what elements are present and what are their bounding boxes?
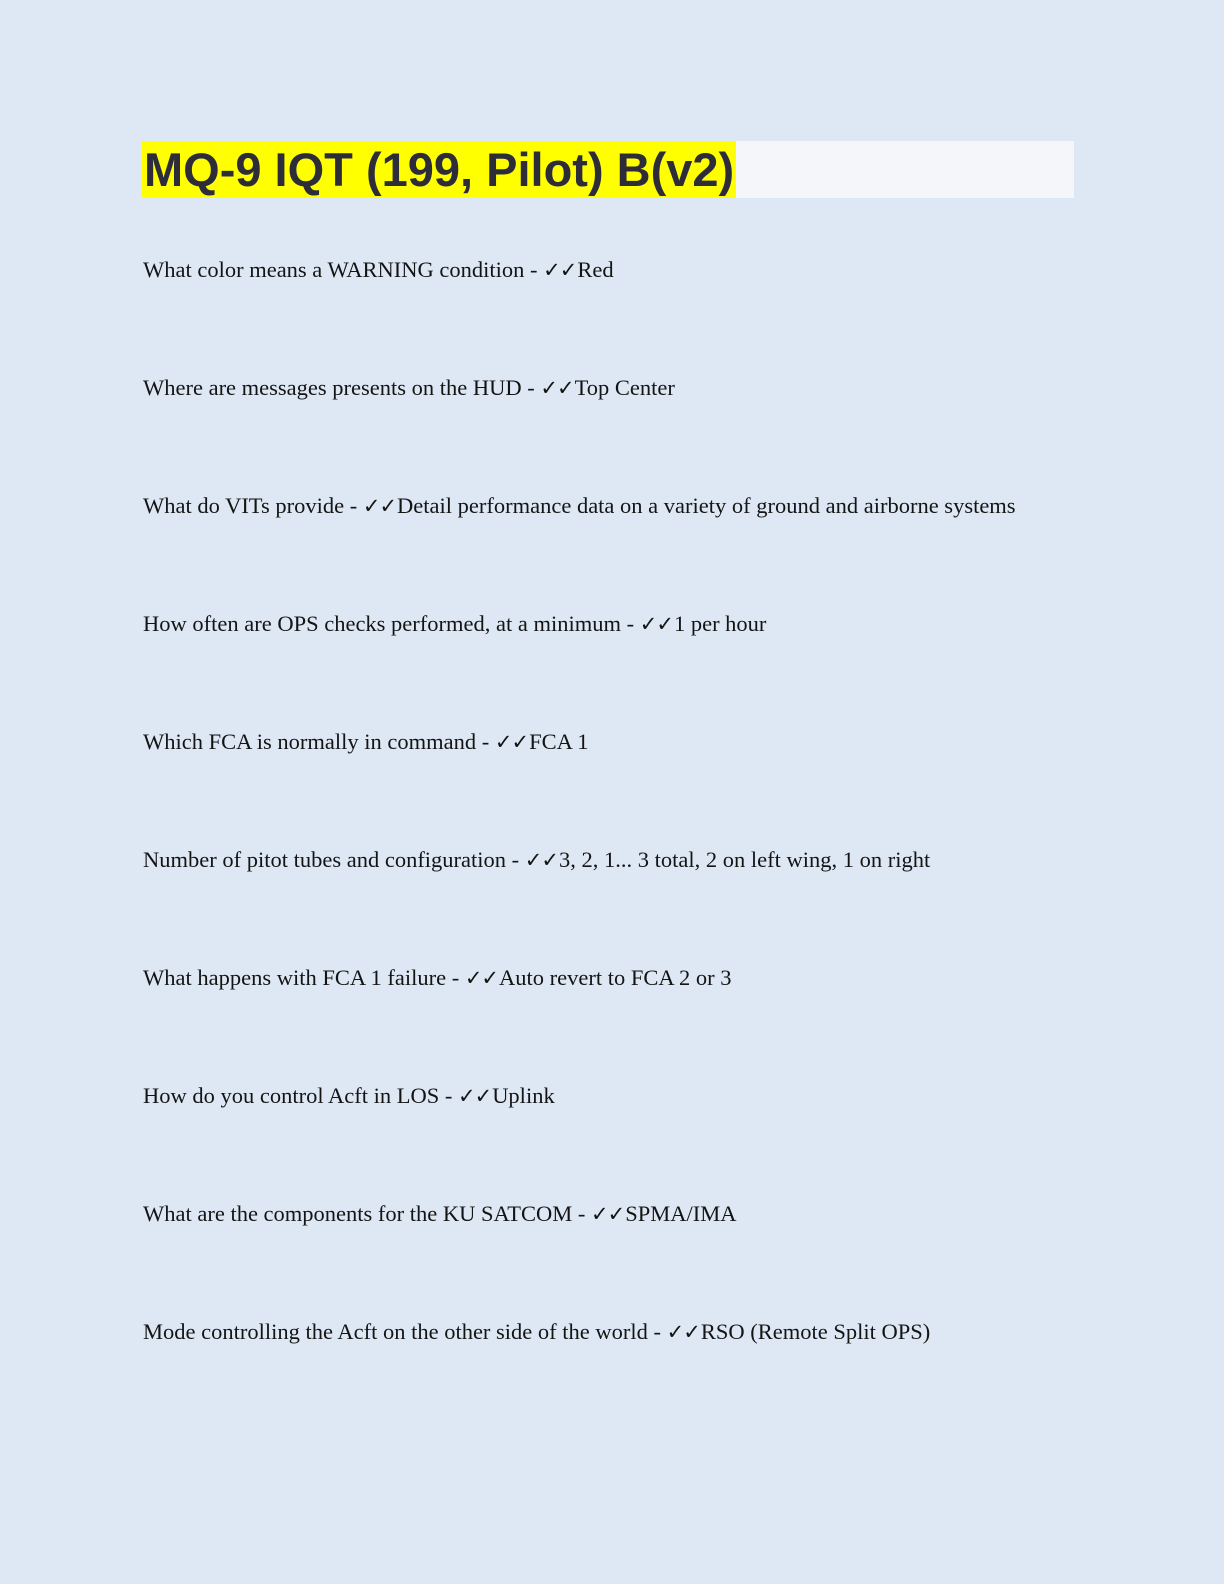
answer-text: 1 per hour <box>673 611 767 636</box>
double-check-icon: ✓✓ <box>591 1202 625 1226</box>
qa-item <box>143 724 1103 842</box>
answer-text: 3, 2, 1... 3 total, 2 on left wing, 1 on right <box>559 847 931 872</box>
qa-item <box>143 252 1103 370</box>
question-text: What are the components for the KU SATCOM <box>143 1201 573 1226</box>
question-text: What do VITs provide <box>143 493 345 518</box>
separator: - <box>621 611 640 636</box>
title-bar <box>142 141 1074 198</box>
answer-text: RSO (Remote Split OPS) <box>700 1319 931 1344</box>
double-check-icon: ✓✓ <box>457 1084 492 1108</box>
qa-list <box>143 252 1103 1432</box>
qa-item <box>143 960 1103 1078</box>
qa-item <box>143 488 1103 606</box>
qa-item <box>143 606 1103 724</box>
double-check-icon: ✓✓ <box>543 258 577 282</box>
qa-item <box>143 1314 1103 1432</box>
answer-text: FCA 1 <box>529 729 589 754</box>
separator: - <box>506 847 525 872</box>
double-check-icon: ✓✓ <box>540 376 574 400</box>
question-text: How often are OPS checks performed, at a minimum <box>143 611 621 636</box>
document-title: MQ-9 IQT (199, Pilot) B(v2) <box>144 143 735 196</box>
answer-text: SPMA/IMA <box>625 1201 737 1226</box>
answer-text: Uplink <box>492 1083 555 1108</box>
question-text: Which FCA is normally in command <box>143 729 477 754</box>
separator: - <box>446 965 465 990</box>
question-text: Where are messages presents on the HUD <box>143 375 522 400</box>
double-check-icon: ✓✓ <box>362 494 397 518</box>
separator: - <box>344 493 363 518</box>
double-check-icon: ✓✓ <box>524 848 558 872</box>
separator: - <box>572 1201 592 1226</box>
qa-item <box>143 842 1103 960</box>
double-check-icon: ✓✓ <box>464 966 499 990</box>
separator: - <box>524 257 544 282</box>
qa-item <box>143 1078 1103 1196</box>
qa-item <box>143 370 1103 488</box>
separator: - <box>521 375 541 400</box>
separator: - <box>439 1083 458 1108</box>
question-text: What color means a WARNING condition <box>143 257 525 282</box>
double-check-icon: ✓✓ <box>639 612 673 636</box>
answer-text: Auto revert to FCA 2 or 3 <box>499 965 732 990</box>
qa-item <box>143 1196 1103 1314</box>
separator: - <box>647 1319 667 1344</box>
separator: - <box>476 729 495 754</box>
answer-text: Top Center <box>574 375 675 400</box>
answer-text: Red <box>577 257 614 282</box>
double-check-icon: ✓✓ <box>494 730 529 754</box>
question-text: Number of pitot tubes and configuration <box>143 847 507 872</box>
question-text: How do you control Acft in LOS <box>143 1083 440 1108</box>
answer-text: Detail performance data on a variety of ground and airborne systems <box>397 493 1016 518</box>
question-text: What happens with FCA 1 failure <box>143 965 447 990</box>
question-text: Mode controlling the Acft on the other side of the world <box>143 1319 648 1344</box>
double-check-icon: ✓✓ <box>666 1320 700 1344</box>
